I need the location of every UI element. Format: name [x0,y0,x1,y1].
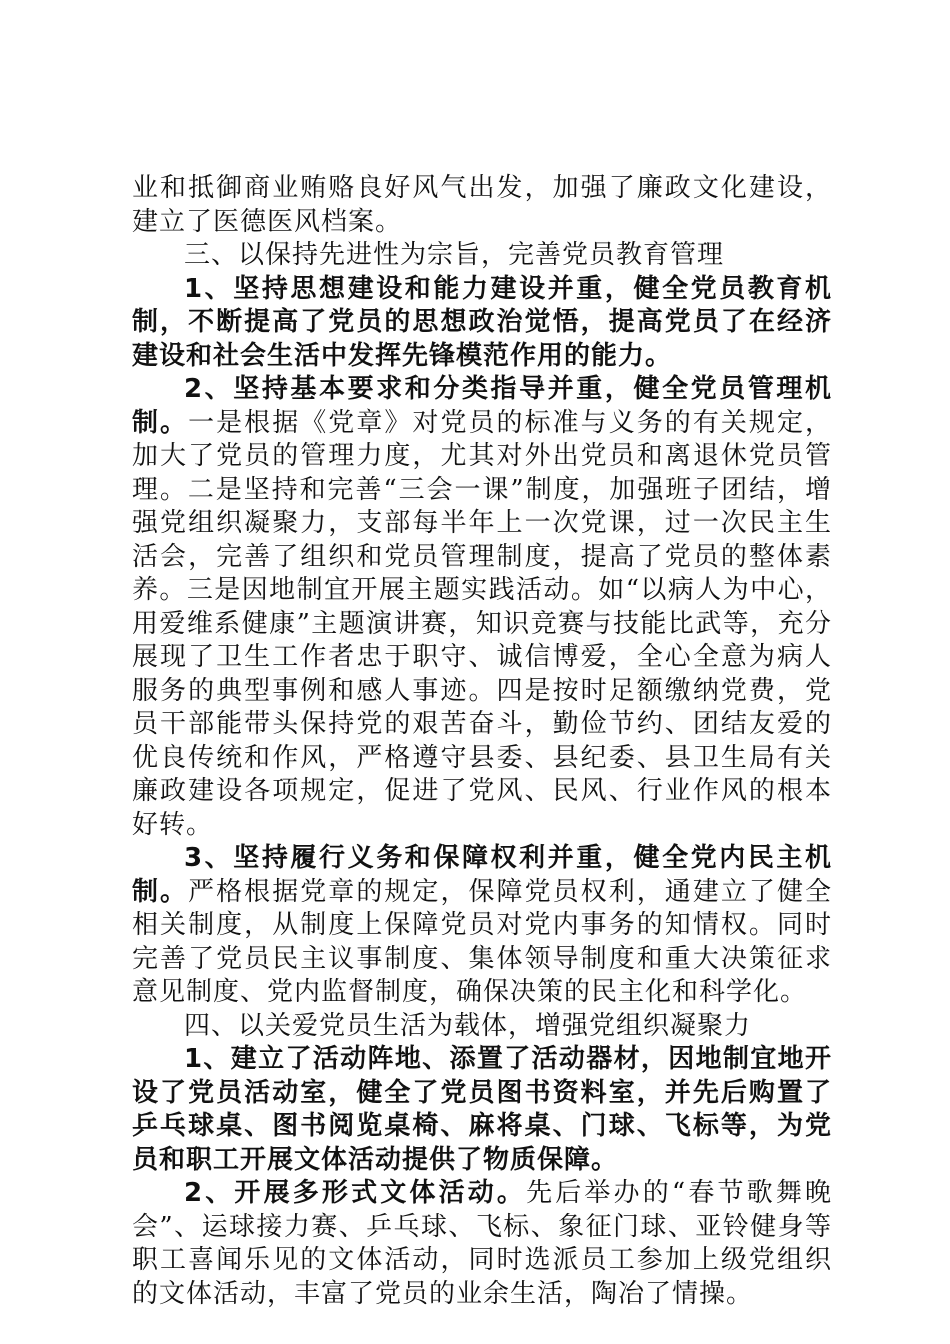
paragraph-4-2-lead: 2、开展多形式文体活动。 [184,1178,527,1208]
paragraph-3-2-lead: 2、坚持基本要求和分类指导并重，健全党员管理机制。 [132,374,832,438]
continued-paragraph: 业和抵御商业贿赂良好风气出发，加强了廉政文化建设，建立了医德医风档案。 [132,173,832,237]
paragraph-3-2-body: 一是根据《党章》对党员的标准与义务的有关规定，加大了党员的管理力度，尤其对外出党员和离退休党员管理。二是坚持和完善“三会一课”制度，加强班子团结，增强党组织凝聚力，支部每半年上一次党课，过一次民主生活会，完善了组织和党员管理制度，提高了党员的整体素养。三是因地制宜开展主题实践活动。如“以病人为中心，用爱维系健康”主题演讲赛，知识竞赛与技能比武等，充分展现了卫生工作者忠于职守、诚信博爱，全心全意为病人服务的典型事例和感人事迹。四是按时足额缴纳党费，党员干部能带头保持党的艰苦奋斗，勤俭节约、团结友爱的优良传统和作风，严格遵守县委、县纪委、县卫生局有关廉政建设各项规定，促进了党风、民风、行业作风的根本好转。 [132,407,832,840]
paragraph-3-3-body: 严格根据党章的规定，保障党员权利，通建立了健全相关制度，从制度上保障党员对党内事务的知情权。同时完善了党员民主议事制度、集体领导制度和重大决策征求意见制度、党内监督制度，确保决策的民主化和科学化。 [132,876,832,1007]
paragraph-3-3-lead: 3、坚持履行义务和保障权利并重，健全党内民主机制。 [132,843,832,907]
document-page [132,172,832,1311]
paragraph-4-2 [132,1177,832,1311]
paragraph-3-3 [132,842,832,1010]
paragraph-4-1: 1、建立了活动阵地、添置了活动器材，因地制宜地开设了党员活动室，健全了党员图书资料室，并先后购置了乒乓球桌、图书阅览桌椅、麻将桌、门球、飞标等，为党员和职工开展文体活动提供了物质保障。 [132,1044,832,1175]
section-heading-4: 四、以关爱党员生活为载体，增强党组织凝聚力 [184,1010,752,1041]
paragraph-3-2 [132,373,832,842]
paragraph-3-1: 1、坚持思想建设和能力建设并重，健全党员教育机制，不断提高了党员的思想政治觉悟，提高党员了在经济建设和社会生活中发挥先锋模范作用的能力。 [132,273,832,371]
paragraph-4-2-body: 先后举办的“春节歌舞晚会”、运球接力赛、乒乓球、飞标、象征门球、亚铃健身等职工喜闻乐见的文体活动，同时选派员工参加上级党组织的文体活动，丰富了党员的业余生活，陶冶了情操。 [132,1178,832,1309]
section-heading-3: 三、以保持先进性为宗旨，完善党员教育管理 [184,240,725,270]
